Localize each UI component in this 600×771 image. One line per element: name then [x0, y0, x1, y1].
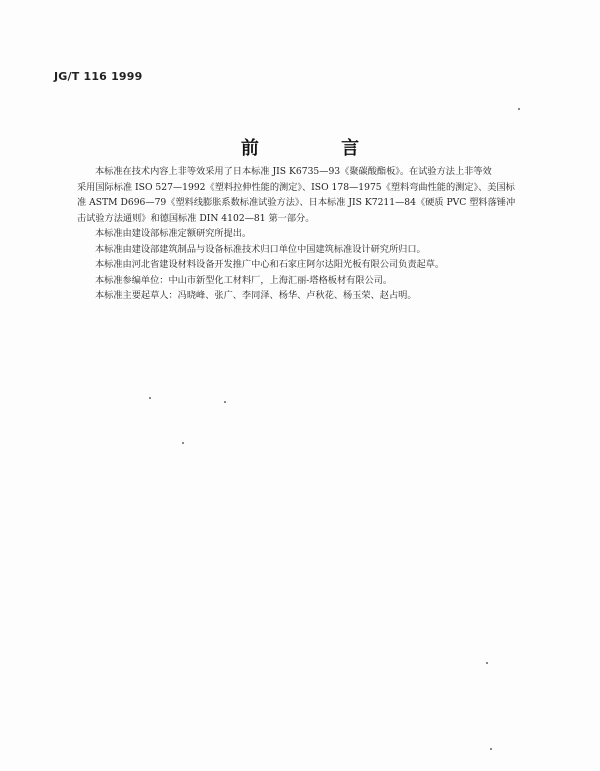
scan-speck — [182, 442, 184, 444]
page-title: 前 言 — [240, 138, 398, 159]
paragraph-line: 本标准由建设部标准定额研究所提出。 — [95, 228, 252, 239]
scan-speck — [490, 748, 492, 750]
paragraph-line: 本标准在技术内容上非等效采用了日本标准 JIS K6735—93《聚碳酸酯板》。在试验方法上非等效 — [95, 166, 492, 177]
scan-speck — [224, 401, 226, 403]
paragraph-participating-units — [77, 273, 547, 289]
paragraph-line: 击试验方法通则》和德国标准 DIN 4102—81 第一部分。 — [77, 212, 315, 224]
paragraph-line: 本标准由河北省建设材料设备开发推广中心和石家庄阿尔达阳光板有限公司负责起草。 — [95, 259, 445, 270]
scan-speck — [149, 397, 151, 399]
paragraph-line: 本标准参编单位：中山市新型化工材料厂，上海汇丽-塔格板材有限公司。 — [95, 274, 393, 286]
scan-speck — [518, 108, 520, 110]
paragraph-line: 本标准主要起草人：冯晓峰、张广、李同泽、杨华、卢秋花、杨玉荣、赵占明。 — [95, 290, 417, 301]
standard-code: JG/T 116 1999 — [54, 70, 143, 83]
paragraph-responsible-unit — [77, 242, 547, 258]
foreword-body — [77, 164, 547, 304]
scan-speck — [486, 662, 488, 664]
paragraph-drafting-units — [77, 257, 547, 273]
paragraph-line: 准 ASTM D696—79《塑料线膨胀系数标准试验方法》、日本标准 JIS K7211—84《硬质 PVC 塑料落锤冲 — [77, 197, 516, 208]
paragraph-adoption — [77, 164, 547, 226]
paragraph-drafters — [77, 288, 547, 304]
paragraph-line: 采用国际标准 ISO 527—1992《塑料拉伸性能的测定》、ISO 178—1975《塑料弯曲性能的测定》、美国标 — [77, 181, 515, 193]
paragraph-proposer — [77, 226, 547, 242]
paragraph-line: 本标准由建设部建筑制品与设备标准技术归口单位中国建筑标准设计研究所归口。 — [95, 243, 426, 255]
